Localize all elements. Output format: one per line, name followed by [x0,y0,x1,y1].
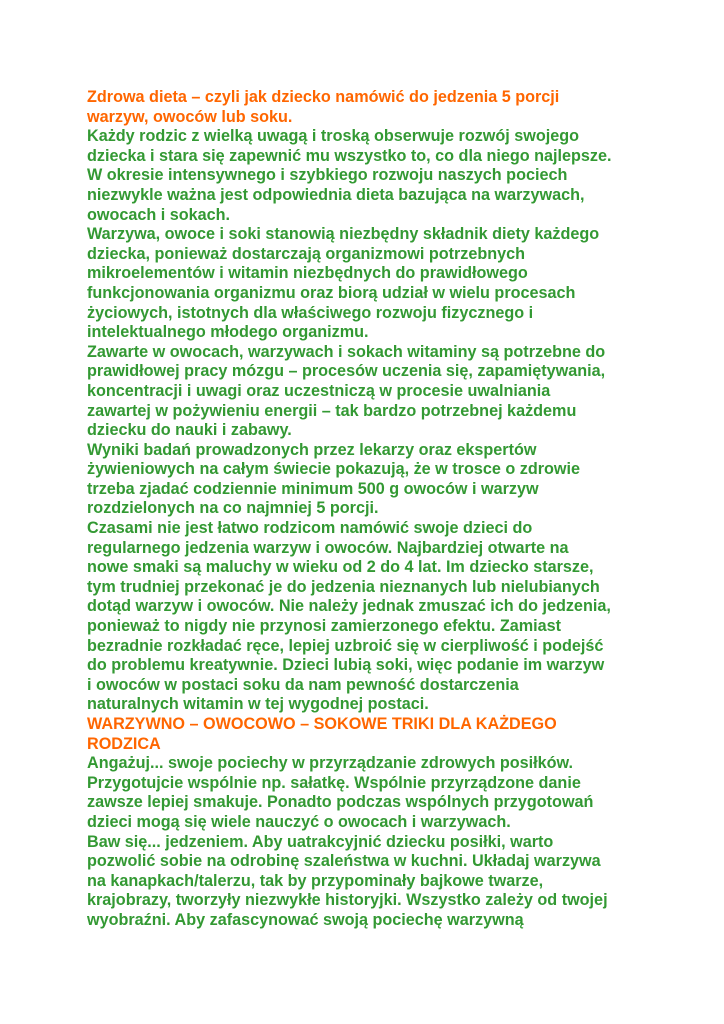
text-line: Zdrowa dieta – czyli jak dziecko namówić do jedzenia 5 porcji [87,88,560,106]
text-line: Angażuj... swoje pociechy w przyrządzanie zdrowych posiłków. [87,754,574,773]
text-line: trzeba zjadać codziennie minimum 500 g owoców i warzyw [87,479,539,498]
body-paragraph [87,519,647,715]
text-line: funkcjonowania organizmu oraz biorą udział w wielu procesach [87,283,576,302]
text-line: regularnego jedzenia warzyw i owoców. Najbardziej otwarte na [87,538,569,557]
text-line: dziecka i stara się zapewnić mu wszystko to, co dla niego najlepsze. [87,146,612,165]
text-line: Wyniki badań prowadzonych przez lekarzy oraz ekspertów [87,440,537,459]
text-line: Zawarte w owocach, warzywach i sokach witaminy są potrzebne do [87,342,606,361]
body-paragraph [87,127,647,225]
text-line: do problemu kreatywnie. Dzieci lubią soki, więc podanie im warzyw [87,656,605,675]
section-heading [87,715,647,754]
text-line: dziecka, ponieważ dostarczają organizmowi potrzebnych [87,244,526,263]
text-line: koncentracji i uwagi oraz uczestniczą w procesie uwalniania [87,381,551,400]
text-line: zawsze lepiej smakuje. Ponadto podczas wspólnych przygotowań [87,793,594,812]
document-body [87,88,647,931]
text-line: mikroelementów i witamin niezbędnych do prawidłowego [87,264,528,283]
text-line: WARZYWNO – OWOCOWO – SOKOWE TRIKI DLA KAŻDEGO [87,715,557,733]
text-line: dzieci mogą się wiele nauczyć o owocach i warzywach. [87,812,511,831]
text-line: Warzywa, owoce i soki stanowią niezbędny składnik diety każdego [87,225,600,244]
text-line: bezradnie rozkładać ręce, lepiej uzbroić się w cierpliwość i podejść [87,636,604,655]
text-line: Każdy rodzic z wielką uwagą i troską obserwuje rozwój swojego [87,127,580,146]
body-paragraph [87,441,647,519]
text-line: żywieniowych na całym świecie pokazują, że w trosce o zdrowie [87,460,580,479]
text-line: rozdzielonych na co najmniej 5 porcji. [87,499,379,518]
text-line: Baw się... jedzeniem. Aby uatrakcyjnić dziecku posiłki, warto [87,832,554,851]
text-line: zawartej w pożywieniu energii – tak bardzo potrzebnej każdemu [87,401,577,420]
text-line: owocach i sokach. [87,205,231,224]
text-line: dotąd warzyw i owoców. Nie należy jednak zmuszać ich do jedzenia, [87,597,611,616]
text-line: życiowych, istotnych dla właściwego rozwoju fizycznego i [87,303,534,322]
text-line: i owoców w postaci soku da nam pewność dostarczenia [87,675,519,694]
body-paragraph [87,225,647,343]
text-line: krajobrazy, tworzyły niezwykłe historyjki. Wszystko zależy od twojej [87,891,608,910]
text-line: niezwykle ważna jest odpowiednia dieta bazująca na warzywach, [87,185,585,204]
section-heading [87,88,647,127]
body-paragraph [87,343,647,441]
text-line: W okresie intensywnego i szybkiego rozwoju naszych pociech [87,166,568,185]
text-line: warzyw, owoców lub soku. [87,107,293,126]
text-line: intelektualnego młodego organizmu. [87,323,369,342]
text-line: prawidłowej pracy mózgu – procesów uczenia się, zapamiętywania, [87,362,606,381]
text-line: Czasami nie jest łatwo rodzicom namówić swoje dzieci do [87,519,533,538]
text-line: wyobraźni. Aby zafascynować swoją pociechę warzywną [87,910,524,929]
body-paragraph [87,754,647,832]
text-line: Przygotujcie wspólnie np. sałatkę. Wspólnie przyrządzone danie [87,773,581,792]
text-line: ponieważ to nigdy nie przynosi zamierzonego efektu. Zamiast [87,617,562,636]
text-line: nowe smaki są maluchy w wieku od 2 do 4 lat. Im dziecko starsze, [87,558,594,577]
text-line: na kanapkach/talerzu, tak by przypominały bajkowe twarze, [87,871,544,890]
body-paragraph [87,833,647,931]
text-line: pozwolić sobie na odrobinę szaleństwa w kuchni. Układaj warzywa [87,852,601,871]
text-line: naturalnych witamin w tej wygodnej postaci. [87,695,429,714]
text-line: dziecku do nauki i zabawy. [87,421,292,440]
text-line: RODZICA [87,734,161,753]
text-line: tym trudniej przekonać je do jedzenia nieznanych lub nielubianych [87,577,600,596]
